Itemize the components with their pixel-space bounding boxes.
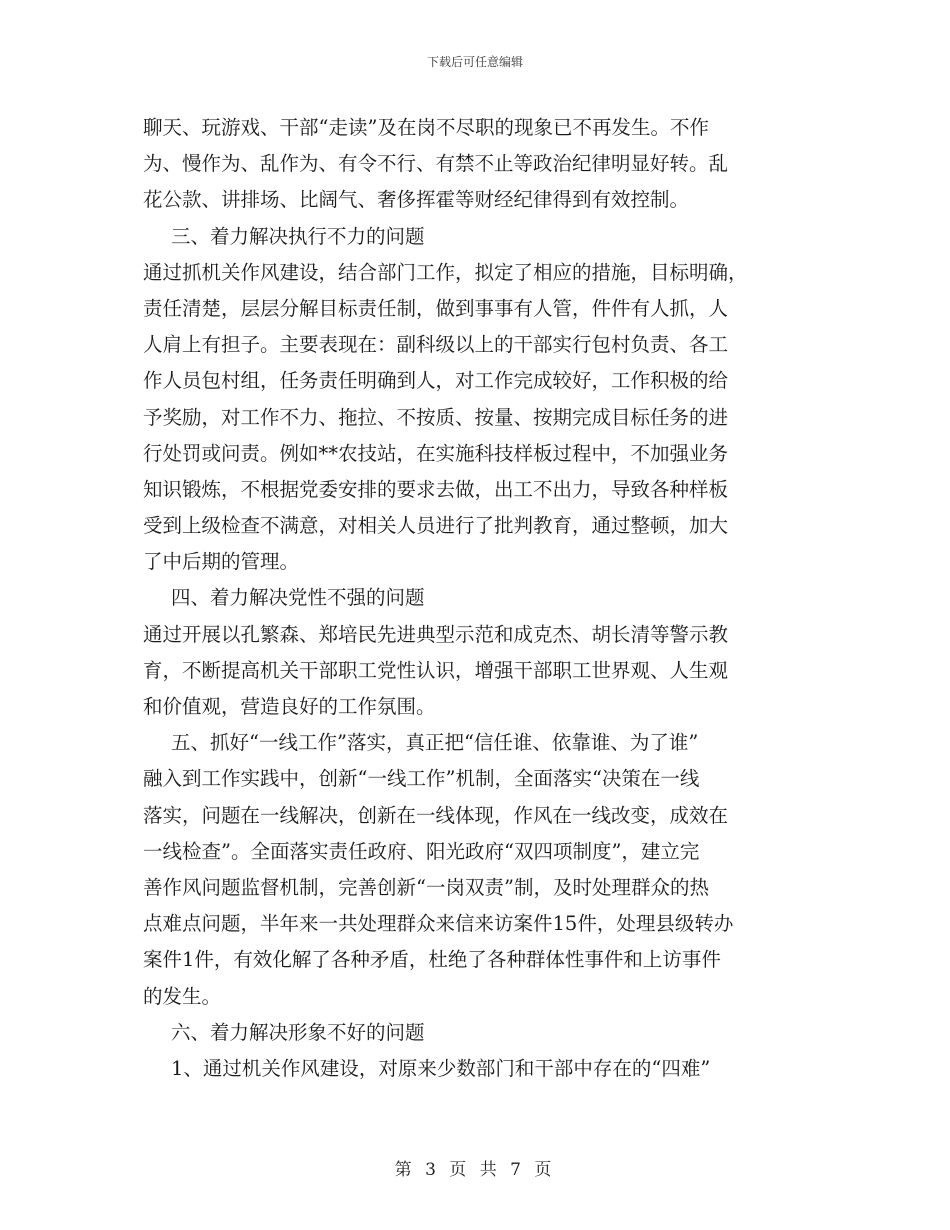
text-line: 三、着力解决执行不力的问题 — [171, 224, 425, 248]
text-line: 善作风问题监督机制，完善创新“一岗双责”制，及时处理群众的热 — [143, 875, 709, 899]
text-line: 作人员包村组，任务责任明确到人，对工作完成较好，工作积极的给 — [143, 369, 729, 393]
text-line: 受到上级检查不满意，对相关人员进行了批判教育，通过整顿，加大 — [143, 514, 729, 538]
text-line: 花公款、讲排场、比阔气、奢侈挥霍等财经纪律得到有效控制。 — [143, 188, 690, 212]
text-line: 一线检查”。全面落实责任政府、阳光政府“双四项制度”，建立完 — [143, 839, 700, 863]
text-line: 责任清楚，层层分解目标责任制，做到事事有人管，件件有人抓，人 — [143, 296, 729, 320]
text-line: 和价值观，营造良好的工作氛围。 — [143, 695, 436, 718]
text-line: 1、通过机关作风建设，对原来少数部门和干部中存在的“四难” — [171, 1056, 711, 1080]
text-line: 为、慢作为、乱作为、有令不行、有禁不止等政治纪律明显好转。乱 — [143, 152, 729, 176]
text-line: 予奖励，对工作不力、拖拉、不按质、按量、按期完成目标任务的进 — [143, 405, 729, 429]
text-line: 知识锻炼，不根据党委安排的要求去做，出工不出力，导致各种样板 — [143, 477, 729, 501]
text-line: 案件1件，有效化解了各种矛盾，杜绝了各种群体性事件和上访事件 — [143, 948, 721, 972]
text-line: 融入到工作实践中，创新“一线工作”机制，全面落实“决策在一线 — [143, 767, 700, 791]
page-number: 第 3 页 共 7 页 — [394, 1160, 556, 1180]
header-note: 下载后可任意编辑 — [426, 55, 523, 69]
text-line: 行处罚或问责。例如**农技站，在实施科技样板过程中，不加强业务 — [143, 441, 729, 465]
text-line: 了中后期的管理。 — [143, 550, 300, 574]
text-line: 四、着力解决党性不强的问题 — [171, 586, 425, 610]
text-line: 人肩上有担子。主要表现在：副科级以上的干部实行包村负责、各工 — [143, 333, 729, 357]
text-line: 通过开展以孔繁森、郑培民先进典型示范和成克杰、胡长清等警示教 — [143, 622, 729, 646]
text-line: 育，不断提高机关干部职工党性认识，增强干部职工世界观、人生观 — [143, 658, 729, 682]
text-line: 六、着力解决形象不好的问题 — [171, 1020, 425, 1044]
text-line: 点难点问题，半年来一共处理群众来信来访案件15件，处理县级转办 — [143, 912, 734, 936]
text-line: 落实，问题在一线解决，创新在一线体现，作风在一线改变，成效在 — [143, 803, 729, 827]
text-line: 五、抓好“一线工作”落实，真正把“信任谁、依靠谁、为了谁” — [171, 731, 699, 755]
text-line: 通过抓机关作风建设，结合部门工作，拟定了相应的措施，目标明确， — [143, 260, 748, 284]
document-body — [143, 110, 803, 1087]
text-line: 的发生。 — [143, 984, 222, 1008]
text-line: 聊天、玩游戏、干部“走读”及在岗不尽职的现象已不再发生。不作 — [143, 116, 709, 139]
